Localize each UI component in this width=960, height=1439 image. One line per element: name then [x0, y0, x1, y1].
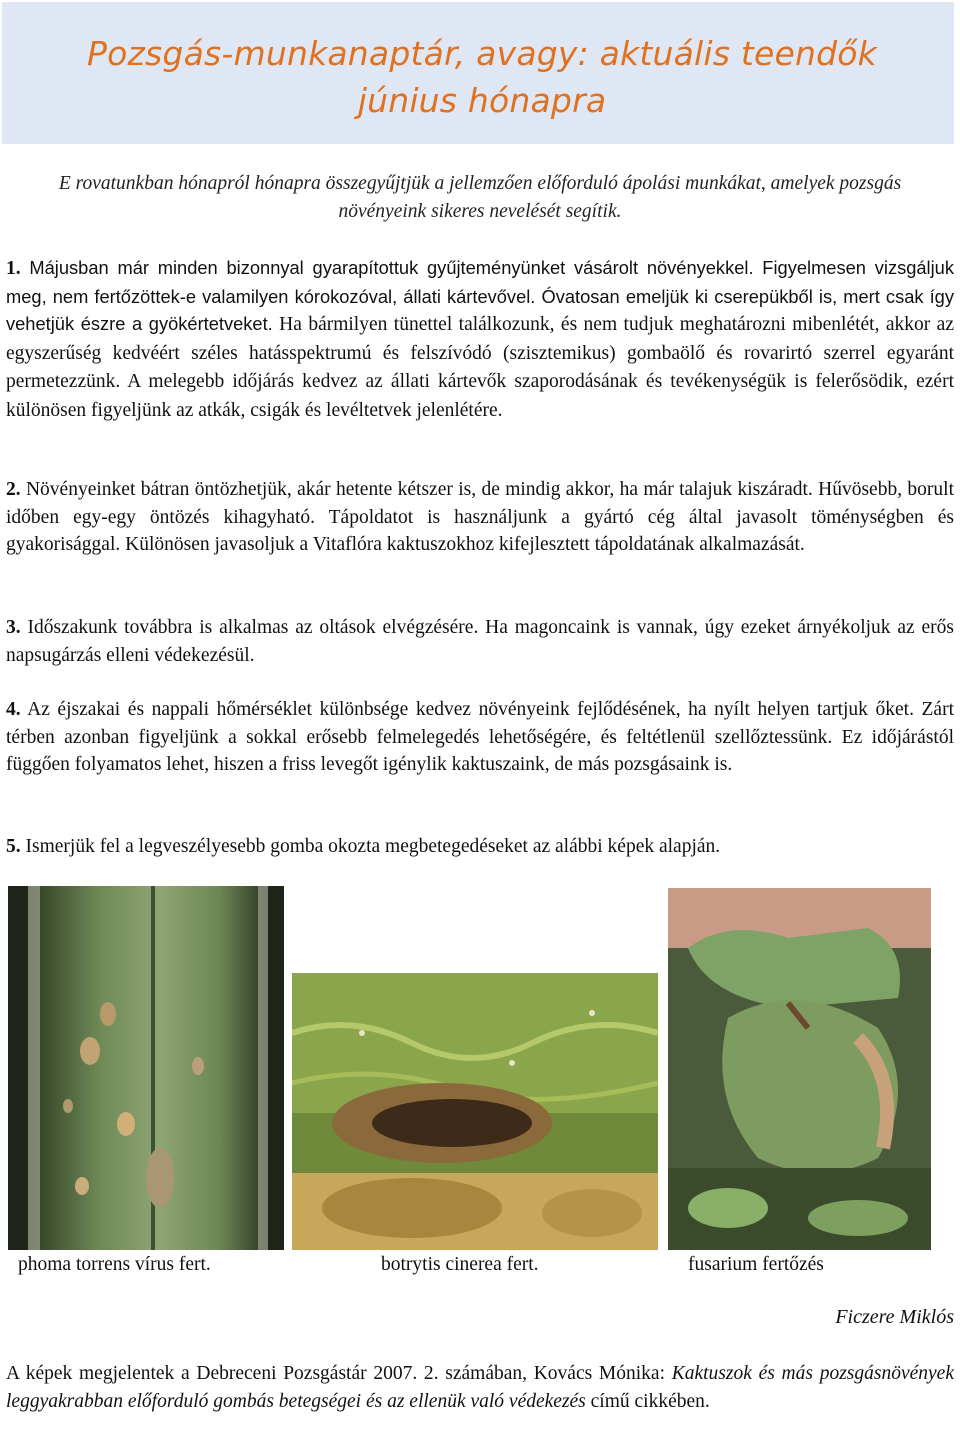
page-title: Pozsgás-munkanaptár, avagy: aktuális teendők június hónapra [87, 34, 877, 120]
item-1-paragraph [6, 254, 954, 424]
item-5-paragraph [6, 833, 954, 861]
item-5-number: 5. [6, 836, 21, 857]
item-4-number: 4. [6, 699, 21, 720]
item-3-number: 3. [6, 617, 21, 638]
item-4-text: Az éjszakai és nappali hőmérséklet különbsége kedvez növényeink fejlődésének, ha nyílt helyen tartjuk őket. Zárt térben azonban figyeljünk a sokkal erősebb felmelegedés lehetőségére, és feltétlenül szellőztessünk. Ez időjárástól függően folyamatos lehet, hiszen a friss levegőt igénylik kaktuszaink, de más pozsgásaink is. [6, 699, 954, 775]
caption-botrytis: botrytis cinerea fert. [381, 1254, 539, 1275]
item-2-paragraph [6, 476, 954, 559]
photo-phoma [8, 886, 284, 1250]
credit-lead: A képek megjelentek a Debreceni Pozsgástár 2007. 2. számában, Kovács Mónika: [6, 1363, 672, 1384]
photo-botrytis [292, 973, 658, 1250]
item-1-text-a: Májusban már minden bizonnyal gyarapítottuk gyűjteményünket vásárolt növényekkel. Figyelmesen vizsgáljuk meg, nem fertőzöttek-e valamilyen kórokozóval, állati kártevővel. Óvatosan emeljük ki cserepükből is, mert csak így vehetjük észre a gyökértetveket. [6, 257, 954, 334]
item-1-text-b: Ha bármilyen tünettel találkozunk, és nem tudjuk meghatározni mibenlétét, akkor az egyszerűség kedvéért széles hatásspektrumú és felszívódó (szisztemikus) gombaölő és rovarirtó szerrel egyaránt permetezzünk. A melegebb időjárás kedvez az állati kártevők szaporodásának és tevékenységük is felerősödik, ezért különösen figyeljünk az atkák, csigák és levéltetvek jelenlétére. [6, 314, 954, 421]
item-5-text: Ismerjük fel a legveszélyesebb gomba okozta megbetegedéseket az alábbi képek alapján. [20, 836, 721, 857]
photo-fusarium-image [668, 888, 931, 1250]
image-credit [6, 1360, 954, 1416]
item-2-text: Növényeinket bátran öntözhetjük, akár hetente kétszer is, de mindig akkor, ha már talajuk kiszáradt. Hűvösebb, borult időben egy-egy öntözés kihagyható. Tápoldatot is használjunk a gyártó cég által javasolt töménységben és gyakorisággal. Különösen javasoljuk a Vitaflóra kaktuszokhoz kifejlesztett tápoldatának alkalmazását. [6, 479, 954, 555]
item-4-paragraph [6, 696, 954, 779]
intro-paragraph: E rovatunkban hónapról hónapra összegyűjtjük a jellemzően előforduló ápolási munkákat, amelyek pozsgás növényeink sikeres nevelését segítik. [58, 173, 902, 222]
item-3-paragraph [6, 614, 954, 669]
photo-phoma-image [8, 886, 284, 1250]
title-banner [2, 2, 954, 144]
item-3-text: Időszakunk továbbra is alkalmas az oltások elvégzésére. Ha magoncaink is vannak, úgy ezeket árnyékoljuk az erős napsugárzás elleni védekezésül. [6, 617, 954, 666]
credit-tail: című cikkében. [585, 1391, 710, 1412]
item-1-number: 1. [6, 258, 21, 279]
photo-fusarium [668, 888, 931, 1250]
photo-botrytis-image [292, 973, 658, 1250]
item-2-number: 2. [6, 479, 21, 500]
caption-phoma: phoma torrens vírus fert. [18, 1254, 211, 1275]
author-name: Ficzere Miklós [835, 1306, 954, 1328]
credit-article-title: Kaktuszok és más pozsgásnövények leggyakrabban előforduló gombás betegségei és az ellenük való védekezés [6, 1363, 954, 1412]
caption-fusarium: fusarium fertőzés [688, 1254, 824, 1275]
